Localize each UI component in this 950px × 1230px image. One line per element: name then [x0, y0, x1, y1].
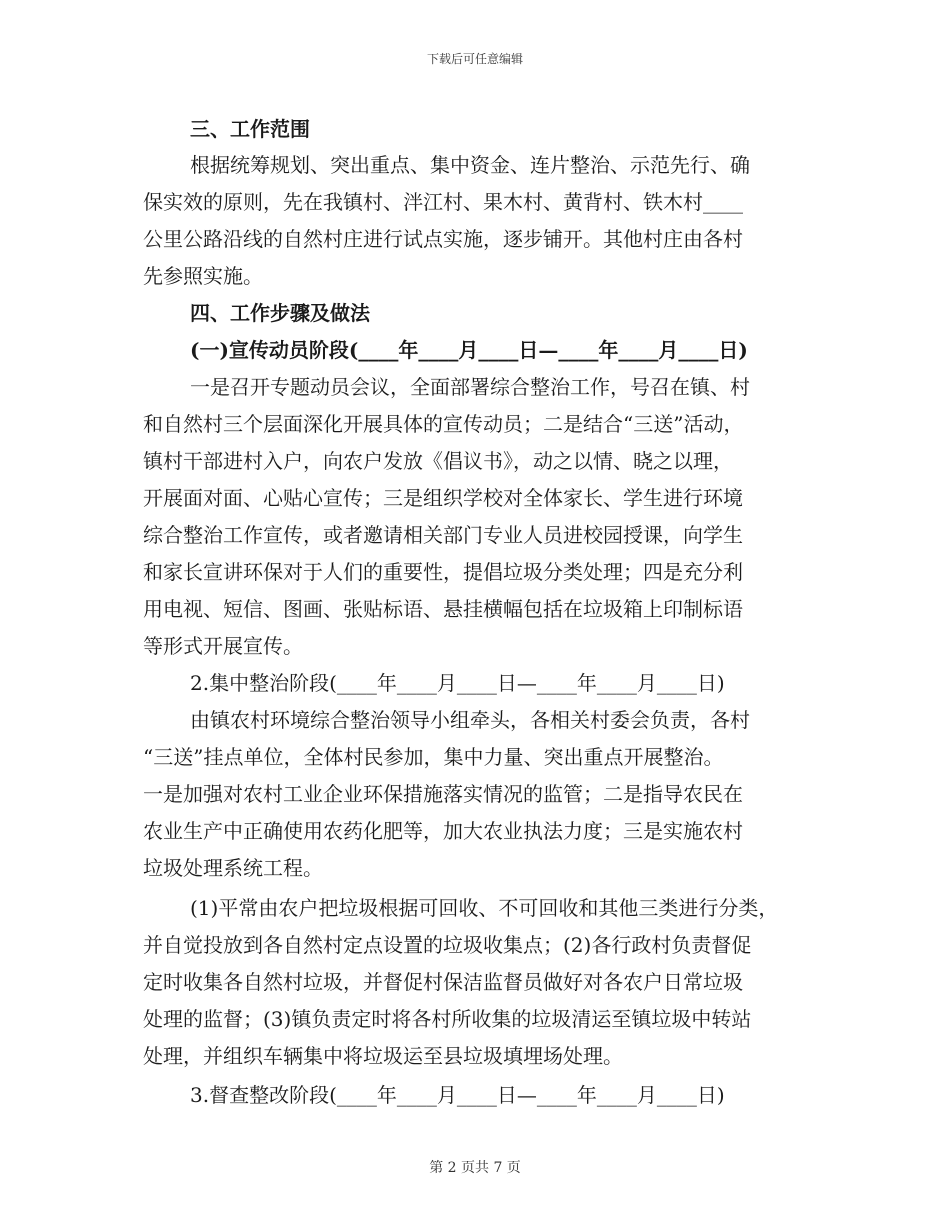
- paragraph-line: 保实效的原则，先在我镇村、泮江村、果木村、黄背村、铁木村____: [143, 190, 743, 214]
- paragraph-line: 用电视、短信、图画、张贴标语、悬挂横幅包括在垃圾箱上印制标语: [143, 597, 743, 621]
- paragraph-line: (1)平常由农户把垃圾根据可回收、不可回收和其他三类进行分类，: [190, 896, 779, 920]
- paragraph-line: 垃圾处理系统工程。: [143, 856, 323, 880]
- paragraph-line: 处理，并组织车辆集中将垃圾运至县垃圾填埋场处理。: [143, 1044, 623, 1068]
- subsection-heading-2: 2.集中整治阶段(____年____月____日—____年____月____日): [190, 671, 725, 695]
- paragraph-line: 镇村干部进村入户，向农户发放《倡议书》，动之以情、晓之以理，: [143, 449, 733, 473]
- section-heading-3: 三、工作范围: [190, 117, 310, 141]
- page-header: 下载后可任意编辑: [426, 52, 523, 66]
- paragraph-line: 开展面对面、心贴心宣传；三是组织学校对全体家长、学生进行环境: [143, 486, 743, 510]
- paragraph-line: 根据统筹规划、突出重点、集中资金、连片整治、示范先行、确: [190, 153, 750, 177]
- subsection-heading-3: 3.督查整改阶段(____年____月____日—____年____月____日): [190, 1083, 725, 1107]
- paragraph-line: 一是召开专题动员会议，全面部署综合整治工作，号召在镇、村: [190, 375, 750, 399]
- paragraph-line: 并自觉投放到各自然村定点设置的垃圾收集点；(2)各行政村负责督促: [143, 933, 752, 957]
- paragraph-line: 处理的监督；(3)镇负责定时将各村所收集的垃圾清运至镇垃圾中转站: [143, 1007, 752, 1031]
- paragraph-line: “三送”挂点单位，全体村民参加，集中力量、突出重点开展整治。: [143, 745, 724, 769]
- paragraph-line: 等形式开展宣传。: [143, 634, 303, 658]
- paragraph-line: 由镇农村环境综合整治领导小组牵头，各相关村委会负责，各村: [190, 708, 750, 732]
- paragraph-line: 定时收集各自然村垃圾，并督促村保洁监督员做好对各农户日常垃圾: [143, 970, 743, 994]
- page-footer: 第 2 页共 7 页: [429, 1160, 521, 1176]
- section-heading-4: 四、工作步骤及做法: [190, 301, 370, 325]
- paragraph-line: 和家长宣讲环保对于人们的重要性，提倡垃圾分类处理；四是充分利: [143, 560, 743, 584]
- paragraph-line: 农业生产中正确使用农药化肥等，加大农业执法力度；三是实施农村: [143, 819, 743, 843]
- paragraph-line: 和自然村三个层面深化开展具体的宣传动员；二是结合“三送”活动，: [143, 412, 744, 436]
- paragraph-line: 先参照实施。: [143, 264, 263, 288]
- paragraph-line: 一是加强对农村工业企业环保措施落实情况的监管；二是指导农民在: [143, 782, 743, 806]
- subsection-heading-1: (一)宣传动员阶段(____年____月____日—____年____月____日): [190, 338, 748, 362]
- paragraph-line: 公里公路沿线的自然村庄进行试点实施，逐步铺开。其他村庄由各村: [143, 227, 743, 251]
- paragraph-line: 综合整治工作宣传，或者邀请相关部门专业人员进校园授课，向学生: [143, 523, 743, 547]
